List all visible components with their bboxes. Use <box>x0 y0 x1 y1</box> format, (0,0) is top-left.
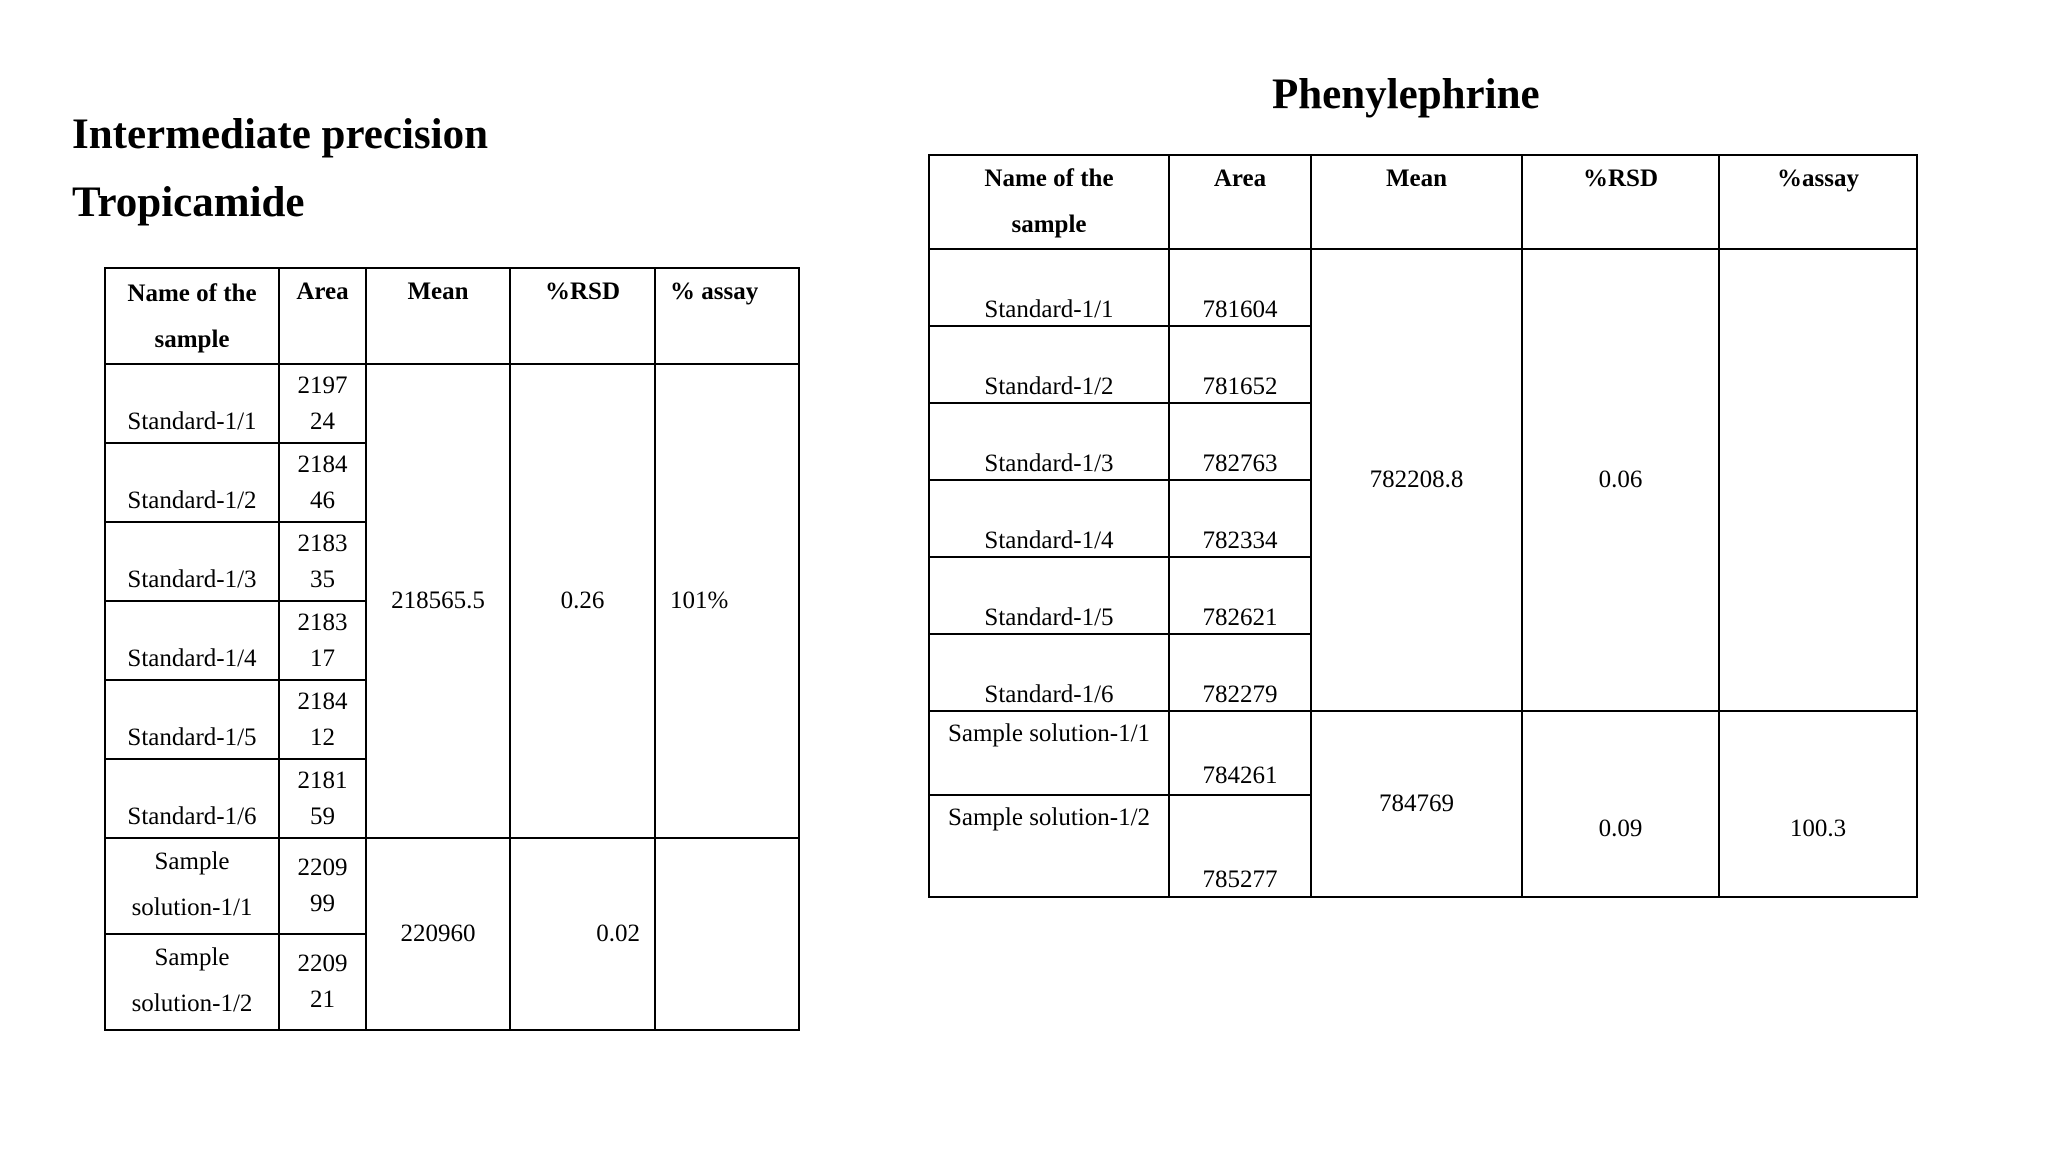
standard-rsd: 0.06 <box>1522 249 1719 711</box>
area-value <box>279 680 366 759</box>
standard-assay: 101% <box>655 364 799 838</box>
table-row <box>929 249 1917 326</box>
area-value: 782621 <box>1169 557 1311 634</box>
standard-rsd: 0.26 <box>510 364 655 838</box>
area-line2: 24 <box>310 407 335 435</box>
header-mean: Mean <box>366 268 510 364</box>
area-line2: 46 <box>310 486 335 514</box>
sample-rsd: 0.09 <box>1522 711 1719 897</box>
area-value: 781652 <box>1169 326 1311 403</box>
area-value <box>279 364 366 443</box>
page-title: Intermediate precision <box>72 111 488 158</box>
header-name-line2: sample <box>154 326 230 353</box>
header-area: Area <box>1169 155 1311 249</box>
table-row <box>105 364 799 443</box>
table-row <box>105 838 799 934</box>
sample-name <box>105 934 279 1030</box>
standard-mean: 782208.8 <box>1311 249 1522 711</box>
sample-name: Standard-1/3 <box>929 403 1169 480</box>
sample-name-line1: Sample <box>154 848 230 875</box>
header-name-line1: Name of the <box>127 280 257 307</box>
sample-name-line1: Sample <box>154 944 230 971</box>
sample-name <box>105 838 279 934</box>
table-row <box>929 711 1917 795</box>
sample-name: Standard-1/1 <box>105 364 279 443</box>
area-line1: 2181 <box>297 766 348 794</box>
sample-name: Standard-1/6 <box>105 759 279 838</box>
header-name <box>105 268 279 364</box>
sample-name: Standard-1/4 <box>105 601 279 680</box>
area-value <box>279 601 366 680</box>
header-assay: %assay <box>1719 155 1917 249</box>
area-line1: 2183 <box>297 529 348 557</box>
header-name-line1: Name of the <box>984 165 1114 192</box>
sample-assay <box>655 838 799 1030</box>
area-line2: 21 <box>310 986 335 1013</box>
sample-name: Standard-1/5 <box>929 557 1169 634</box>
table-header-row <box>929 155 1917 249</box>
sample-mean: 220960 <box>366 838 510 1030</box>
sample-mean: 784769 <box>1311 711 1522 897</box>
phenylephrine-heading: Phenylephrine <box>1272 71 1540 118</box>
area-value: 782334 <box>1169 480 1311 557</box>
area-value <box>279 934 366 1030</box>
header-rsd: %RSD <box>1522 155 1719 249</box>
sample-name: Sample solution-1/2 <box>929 795 1169 897</box>
standard-mean: 218565.5 <box>366 364 510 838</box>
area-line1: 2209 <box>297 950 348 977</box>
header-name <box>929 155 1169 249</box>
phenylephrine-table <box>928 154 1918 898</box>
area-value: 785277 <box>1169 795 1311 897</box>
header-name-line2: sample <box>1011 211 1087 238</box>
area-value <box>279 759 366 838</box>
sample-assay: 100.3 <box>1719 711 1917 897</box>
sample-rsd: 0.02 <box>510 838 655 1030</box>
sample-name: Standard-1/3 <box>105 522 279 601</box>
sample-name: Sample solution-1/1 <box>929 711 1169 795</box>
area-value <box>279 522 366 601</box>
sample-name: Standard-1/2 <box>105 443 279 522</box>
area-value: 784261 <box>1169 711 1311 795</box>
area-line1: 2184 <box>297 450 348 478</box>
area-line1: 2183 <box>297 608 348 636</box>
header-assay: % assay <box>655 268 799 364</box>
area-value <box>279 443 366 522</box>
area-value <box>279 838 366 934</box>
tropicamide-heading: Tropicamide <box>72 179 305 226</box>
table-header-row <box>105 268 799 364</box>
area-value: 782763 <box>1169 403 1311 480</box>
sample-name: Standard-1/6 <box>929 634 1169 711</box>
area-line2: 12 <box>310 723 335 751</box>
area-line1: 2184 <box>297 687 348 715</box>
area-line1: 2209 <box>297 854 348 881</box>
sample-name: Standard-1/4 <box>929 480 1169 557</box>
header-rsd: %RSD <box>510 268 655 364</box>
area-line2: 35 <box>310 565 335 593</box>
sample-name: Standard-1/2 <box>929 326 1169 403</box>
area-line1: 2197 <box>297 371 348 399</box>
sample-name-line2: solution-1/1 <box>131 894 253 921</box>
tropicamide-table <box>104 267 800 1031</box>
area-value: 781604 <box>1169 249 1311 326</box>
area-line2: 99 <box>310 890 335 917</box>
sample-name: Standard-1/5 <box>105 680 279 759</box>
area-line2: 59 <box>310 802 335 830</box>
standard-assay <box>1719 249 1917 711</box>
sample-name: Standard-1/1 <box>929 249 1169 326</box>
sample-name-line2: solution-1/2 <box>131 990 253 1017</box>
header-mean: Mean <box>1311 155 1522 249</box>
header-area: Area <box>279 268 366 364</box>
area-line2: 17 <box>310 644 335 672</box>
area-value: 782279 <box>1169 634 1311 711</box>
